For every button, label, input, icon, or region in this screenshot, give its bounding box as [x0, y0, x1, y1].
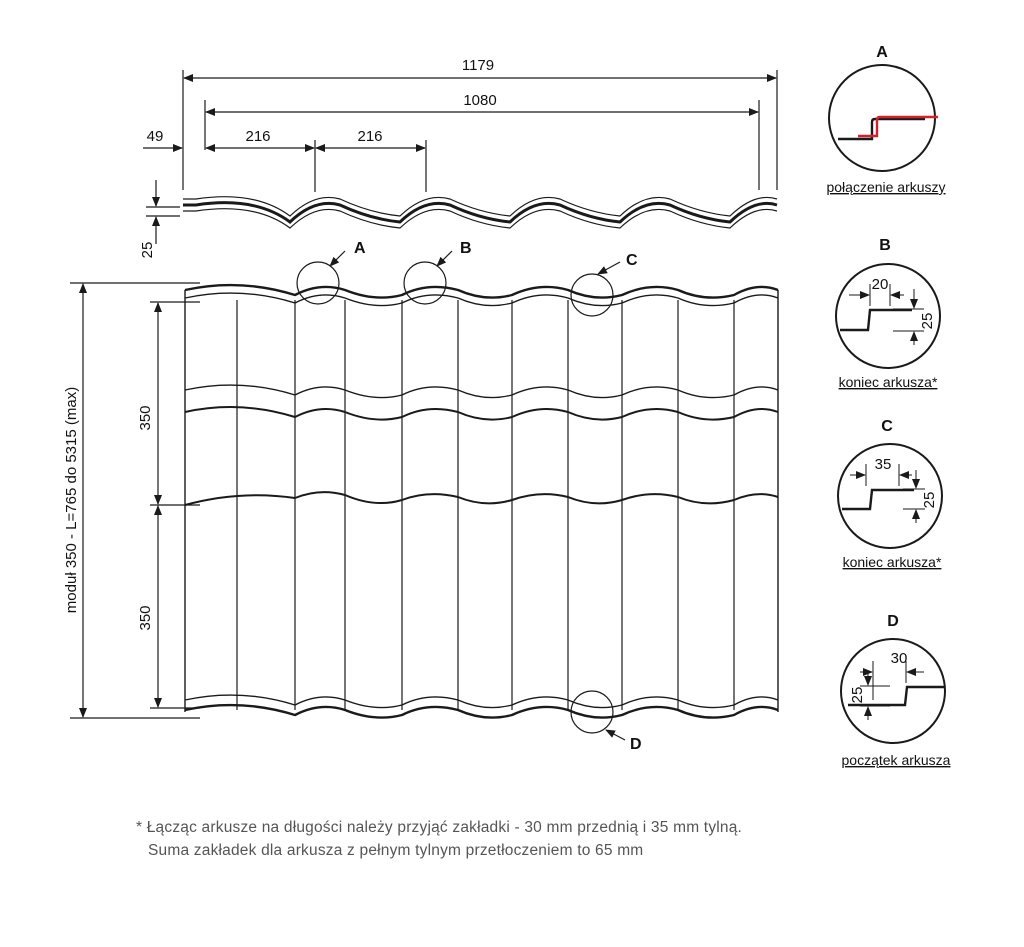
detail-a-letter: A — [876, 44, 888, 61]
detail-d-letter: D — [887, 613, 899, 630]
dim-total-width: 1179 — [461, 57, 495, 74]
detail-b-height: 25 — [919, 312, 936, 330]
detail-c-width: 35 — [874, 456, 892, 473]
module-dimensions — [70, 283, 200, 718]
detail-c-height: 25 — [921, 491, 938, 509]
profile-height-dimension — [146, 180, 180, 244]
detail-b-caption: koniec arkusza* — [838, 374, 938, 390]
callout-label-a: A — [354, 240, 366, 257]
detail-d-caption: początek arkusza — [841, 752, 951, 768]
detail-b-width: 20 — [871, 276, 889, 293]
cross-section-profile — [183, 197, 777, 228]
detail-d-width: 30 — [890, 650, 908, 667]
detail-c-caption: koniec arkusza* — [842, 554, 942, 570]
callout-circle-a — [297, 262, 339, 304]
footnote-line-1: * Łącząc arkusze na długości należy przyjąć zakładki - 30 mm przednią i 35 mm tylną. — [136, 819, 743, 836]
dim-effective-width: 1080 — [463, 92, 497, 109]
callout-circle-b — [404, 262, 446, 304]
footnote-line-2: Suma zakładek dla arkusza z pełnym tylnym przetłoczeniem to 65 mm — [148, 842, 644, 859]
callout-label-d: D — [630, 736, 642, 753]
dim-pitch-2: 216 — [357, 128, 383, 145]
detail-b — [836, 237, 940, 390]
detail-b-letter: B — [879, 237, 891, 254]
callout-circle-d — [571, 691, 613, 733]
dim-module-lower: 350 — [137, 605, 154, 631]
detail-a-caption: połączenie arkuszy — [826, 179, 946, 195]
detail-c — [838, 418, 942, 570]
dim-profile-height: 25 — [139, 241, 156, 259]
sheet-front-view — [185, 285, 778, 718]
detail-c-letter: C — [881, 418, 893, 435]
dim-module-upper: 350 — [137, 405, 154, 431]
detail-a — [826, 44, 945, 195]
callout-label-c: C — [626, 252, 638, 269]
dim-pitch-1: 216 — [245, 128, 271, 145]
sheet-length-label: moduł 350 - L=765 do 5315 (max) — [63, 386, 80, 614]
top-dimensions — [143, 70, 777, 192]
callout-label-b: B — [460, 240, 472, 257]
dim-edge-offset: 49 — [146, 128, 164, 145]
callout-circle-c — [571, 274, 613, 316]
detail-d-height: 25 — [849, 686, 866, 704]
detail-d — [841, 613, 951, 768]
footnote — [136, 816, 916, 862]
